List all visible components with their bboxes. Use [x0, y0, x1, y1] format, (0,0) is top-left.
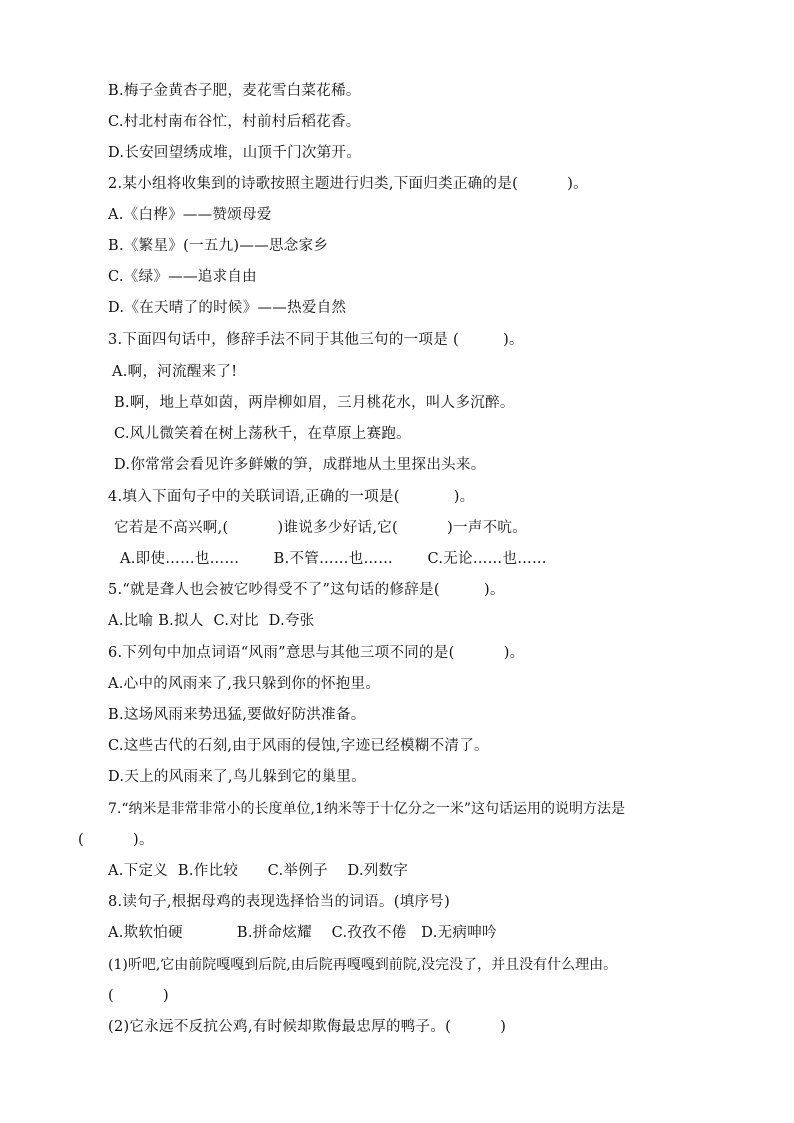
q6-option-c: C.这些古代的石刻,由于风雨的侵蚀,字迹已经模糊不清了。	[108, 738, 489, 754]
q5-options: A.比喻 B.拟人 C.对比 D.夸张	[108, 613, 315, 629]
q1-option-b: B.梅子金黄杏子肥，麦花雪白菜花稀。	[108, 83, 361, 99]
q1-option-c: C.村北村南布谷忙，村前村后稻花香。	[108, 114, 361, 130]
question-6: 6.下列句中加点词语“风雨”意思与其他三项不同的是( )。	[108, 645, 525, 661]
q2-option-b: B.《繁星》(一五九)——思念家乡	[108, 238, 329, 254]
q4-options: A.即使……也…… B.不管……也…… C.无论……也……	[120, 551, 547, 567]
q6-option-a: A.心中的风雨来了,我只躲到你的怀抱里。	[108, 676, 381, 692]
q3-option-a: A.啊，河流醒来了!	[112, 364, 238, 380]
question-2: 2.某小组将收集到的诗歌按照主题进行归类,下面归类正确的是( )。	[108, 176, 588, 192]
question-3: 3.下面四句话中，修辞手法不同于其他三句的一项是 ( )。	[108, 332, 524, 348]
q3-option-b: B.啊，地上草如茵，两岸柳如眉，三月桃花水，叫人多沉醉。	[114, 395, 515, 411]
question-4: 4.填入下面句子中的关联词语,正确的一项是( )。	[108, 489, 475, 505]
q3-option-d: D.你常常会看见许多鲜嫩的笋，成群地从土里探出头来。	[114, 457, 486, 473]
q7-options: A.下定义 B.作比较 C.举例子 D.列数字	[108, 863, 409, 879]
q4-sentence: 它若是不高兴啊,( )谁说多少好话,它( )一声不吭。	[114, 520, 528, 536]
q2-option-a: A.《白桦》——赞颂母爱	[108, 207, 272, 223]
question-7-blank: ( )。	[78, 832, 154, 848]
question-7: 7.“纳米是非常非常小的长度单位,1纳米等于十亿分之一米”这句话运用的说明方法是	[108, 801, 626, 817]
question-8: 8.读句子,根据母鸡的表现选择恰当的词语。(填序号)	[108, 894, 451, 910]
q2-option-d: D.《在天晴了的时候》——热爱自然	[108, 300, 347, 316]
q2-option-c: C.《绿》——追求自由	[108, 269, 257, 285]
q8-options: A.欺软怕硬 B.拼命炫耀 C.孜孜不倦 D.无病呻吟	[108, 925, 497, 941]
q8-item-1-blank: ( )	[108, 988, 170, 1004]
q6-option-d: D.天上的风雨来了,鸟儿躲到它的巢里。	[108, 769, 367, 785]
q8-item-2: (2)它永远不反抗公鸡,有时候却欺侮最忠厚的鸭子。( )	[108, 1019, 507, 1035]
q6-option-b: B.这场风雨来势迅猛,要做好防洪准备。	[108, 707, 366, 723]
q1-option-d: D.长安回望绣成堆，山顶千门次第开。	[108, 145, 362, 161]
q3-option-c: C.风儿微笑着在树上荡秋千，在草原上赛跑。	[114, 426, 411, 442]
q8-item-1: (1)听吧,它由前院嘎嘎到后院,由后院再嘎嘎到前院,没完没了，并且没有什么理由。	[108, 957, 618, 973]
question-5: 5.“就是聋人也会被它吵得受不了”这句话的修辞是( )。	[108, 582, 505, 598]
